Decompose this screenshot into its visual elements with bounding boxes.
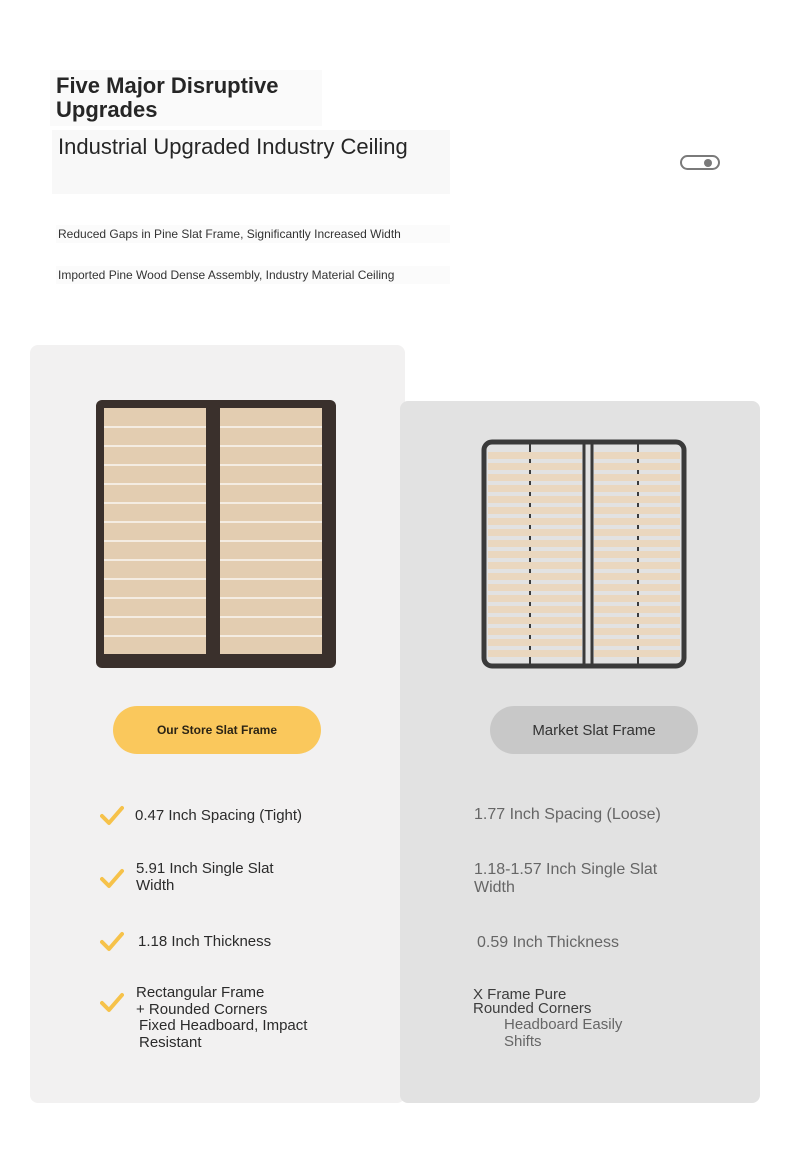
page-title: Five Major Disruptive Upgrades <box>56 73 279 122</box>
market-feature-width: 1.18-1.57 Inch Single Slat Width <box>474 861 658 896</box>
checkmark-icon <box>100 930 124 954</box>
store-feature-frame: Rectangular Frame + Rounded Corners <box>136 984 268 1018</box>
store-feature-headboard: Fixed Headboard, Impact Resistant <box>139 1017 308 1051</box>
market-slat-frame-button[interactable]: Market Slat Frame <box>490 706 698 754</box>
checkmark-icon <box>100 867 124 891</box>
our-store-slat-frame-button[interactable]: Our Store Slat Frame <box>113 706 321 754</box>
market-feature-thickness: 0.59 Inch Thickness <box>477 934 620 951</box>
title-box <box>50 70 322 126</box>
store-feature-spacing: 0.47 Inch Spacing (Tight) <box>135 807 303 824</box>
toggle-switch-icon[interactable] <box>680 155 720 170</box>
market-feature-headboard: Headboard Easily Shifts <box>504 1016 623 1050</box>
checkmark-icon <box>100 804 124 828</box>
store-feature-thickness: 1.18 Inch Thickness <box>138 933 272 950</box>
page-subtitle: Industrial Upgraded Industry Ceiling <box>58 134 408 159</box>
store-feature-width: 5.91 Inch Single Slat Width <box>136 860 274 894</box>
market-feature-frame: X Frame Pure Rounded Corners <box>473 986 592 1017</box>
checkmark-icon <box>100 991 124 1015</box>
market-slat-frame-image <box>480 438 688 670</box>
description-line-1: Reduced Gaps in Pine Slat Frame, Significantly Increased Width <box>56 225 450 243</box>
subtitle-box <box>52 130 450 194</box>
store-slat-frame-image <box>94 396 338 670</box>
description-line-2: Imported Pine Wood Dense Assembly, Industry Material Ceiling <box>56 266 450 284</box>
toggle-knob <box>704 159 712 167</box>
market-feature-spacing: 1.77 Inch Spacing (Loose) <box>474 806 661 823</box>
